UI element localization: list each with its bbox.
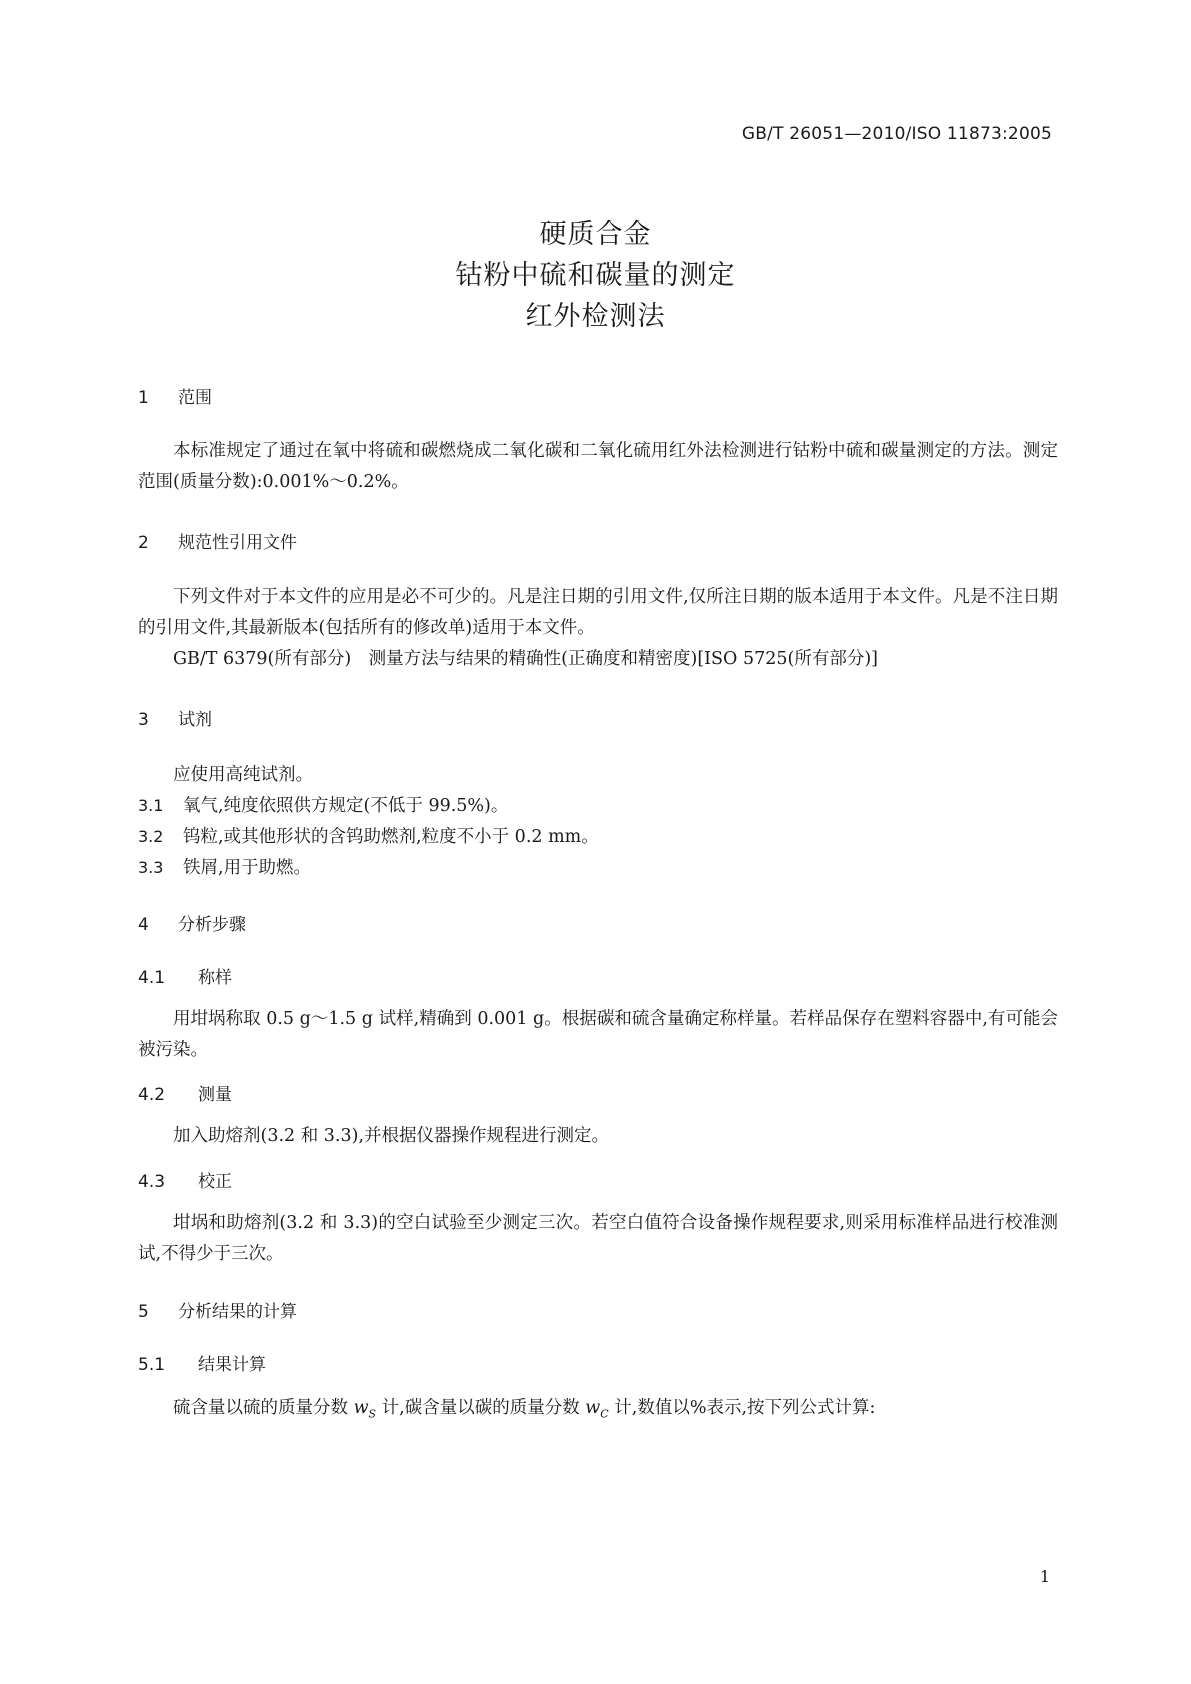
subsection-title: 结果计算	[198, 1355, 266, 1375]
reagent-item	[138, 823, 599, 848]
item-number: 3.3	[138, 858, 164, 877]
item-text: 铁屑,用于助燃。	[183, 858, 312, 878]
symbol-wc	[585, 1398, 609, 1421]
subsection-title: 校正	[198, 1172, 232, 1192]
subsection-4-2-heading	[138, 1080, 232, 1105]
symbol-subscript: S	[368, 1407, 377, 1421]
reagent-item	[138, 792, 508, 817]
subsection-4-1-heading	[138, 963, 232, 988]
item-number: 3.2	[138, 827, 164, 846]
symbol-subscript: C	[600, 1407, 609, 1421]
subsection-4-3-paragraph: 坩埚和助熔剂(3.2 和 3.3)的空白试验至少测定三次。若空白值符合设备操作规程要求,则采用标准样品进行校准测试,不得少于三次。	[138, 1213, 1058, 1264]
text-run: 计,碳含量以碳的质量分数	[376, 1398, 586, 1418]
document-title-line-1: 硬质合金	[539, 219, 652, 250]
section-2-paragraph: 下列文件对于本文件的应用是必不可少的。凡是注日期的引用文件,仅所注日期的版本适用于本文件。凡是不注日期的引用文件,其最新版本(包括所有的修改单)适用于本文件。	[138, 587, 1058, 638]
section-title: 试剂	[178, 710, 212, 730]
subsection-title: 测量	[198, 1085, 232, 1105]
subsection-number: 4.1	[138, 968, 166, 988]
subsection-5-1-heading	[138, 1350, 266, 1375]
text-run: 计,数值以%表示,按下列公式计算:	[608, 1398, 876, 1418]
section-1-heading	[138, 383, 212, 408]
item-number: 3.1	[138, 796, 164, 815]
section-number: 4	[138, 915, 149, 935]
subsection-number: 4.3	[138, 1172, 166, 1192]
document-title-line-2: 钴粉中硫和碳量的测定	[455, 260, 736, 291]
section-number: 2	[138, 533, 149, 553]
item-text: 氧气,纯度依照供方规定(不低于 99.5%)。	[183, 796, 509, 816]
section-title: 分析结果的计算	[178, 1302, 297, 1322]
section-4-heading	[138, 910, 246, 935]
item-text: 钨粒,或其他形状的含钨助燃剂,粒度不小于 0.2 mm。	[183, 827, 599, 847]
section-title: 范围	[178, 388, 212, 408]
subsection-number: 5.1	[138, 1355, 166, 1375]
section-2-heading	[138, 528, 297, 553]
section-1-paragraph: 本标准规定了通过在氧中将硫和碳燃烧成二氧化碳和二氧化硫用红外法检测进行钴粉中硫和碳量测定的方法。测定范围(质量分数):0.001%～0.2%。	[138, 441, 1058, 492]
normative-reference: GB/T 6379(所有部分) 测量方法与结果的精确性(正确度和精密度)[ISO 5725(所有部分)]	[173, 649, 878, 669]
symbol-letter: w	[585, 1398, 601, 1418]
document-title-line-3: 红外检测法	[525, 301, 666, 332]
section-title: 规范性引用文件	[178, 533, 297, 553]
symbol-letter: w	[353, 1398, 369, 1418]
section-5-heading	[138, 1297, 297, 1322]
section-3-intro: 应使用高纯试剂。	[173, 765, 313, 785]
subsection-5-1-paragraph	[173, 1394, 875, 1421]
section-number: 5	[138, 1302, 149, 1322]
text-run: 硫含量以硫的质量分数	[173, 1398, 354, 1418]
reagent-item	[138, 854, 311, 879]
subsection-4-1-paragraph: 用坩埚称取 0.5 g～1.5 g 试样,精确到 0.001 g。根据碳和硫含量确定称样量。若样品保存在塑料容器中,有可能会被污染。	[138, 1009, 1058, 1060]
section-title: 分析步骤	[178, 915, 246, 935]
subsection-title: 称样	[198, 968, 232, 988]
subsection-number: 4.2	[138, 1085, 166, 1105]
section-3-heading	[138, 705, 212, 730]
symbol-ws	[353, 1398, 377, 1421]
standard-code: GB/T 26051—2010/ISO 11873:2005	[741, 124, 1052, 144]
subsection-4-3-heading	[138, 1167, 232, 1192]
page-number: 1	[1039, 1567, 1050, 1586]
section-number: 3	[138, 710, 149, 730]
subsection-4-2-paragraph: 加入助熔剂(3.2 和 3.3),并根据仪器操作规程进行测定。	[173, 1126, 610, 1146]
section-number: 1	[138, 388, 149, 408]
